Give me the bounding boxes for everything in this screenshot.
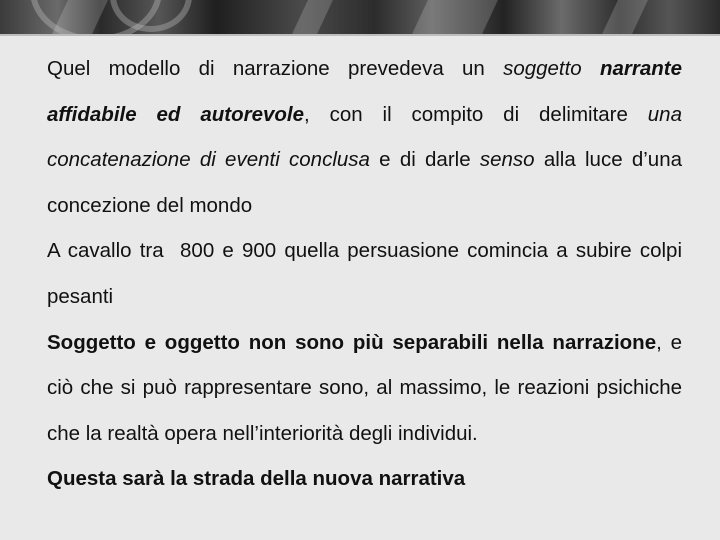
- banner-highlight: [292, 0, 333, 34]
- paragraph-crisis: [47, 228, 688, 319]
- text-segment: Quel modello di narrazione prevedeva un: [47, 57, 504, 80]
- paragraph-subject-object: [47, 320, 682, 457]
- text-segment: narrante affidabile ed autorevole: [47, 57, 683, 126]
- text-segment: alla luce d’una concezione del mondo: [47, 148, 682, 217]
- text-segment: senso: [479, 148, 535, 172]
- banner-highlight: [412, 0, 498, 34]
- header-banner-image: [0, 0, 720, 34]
- paragraph-conclusion: [47, 456, 682, 502]
- text-segment: Soggetto e oggetto non sono più separabili nella narrazione: [47, 330, 657, 354]
- text-segment: , e ciò che si può rappresentare sono, al massimo, le reazioni psichiche che la realtà opera nell’interiorità degli individui.: [47, 330, 682, 445]
- text-segment: Questa sarà la strada della nuova narrativa: [47, 467, 466, 491]
- paragraph-narration-model: [47, 46, 682, 228]
- text-segment: , con il compito di delimitare: [304, 102, 648, 126]
- header-divider: [0, 34, 720, 36]
- text-segment: soggetto: [503, 57, 600, 80]
- text-segment: una concatenazione di eventi conclusa: [47, 102, 682, 172]
- banner-highlight: [602, 0, 648, 34]
- text-segment: A cavallo tra 800 e 900 quella persuasione comincia a subire colpi pesanti: [47, 239, 688, 308]
- text-segment: e di darle: [369, 148, 480, 172]
- slide-body: [47, 46, 688, 502]
